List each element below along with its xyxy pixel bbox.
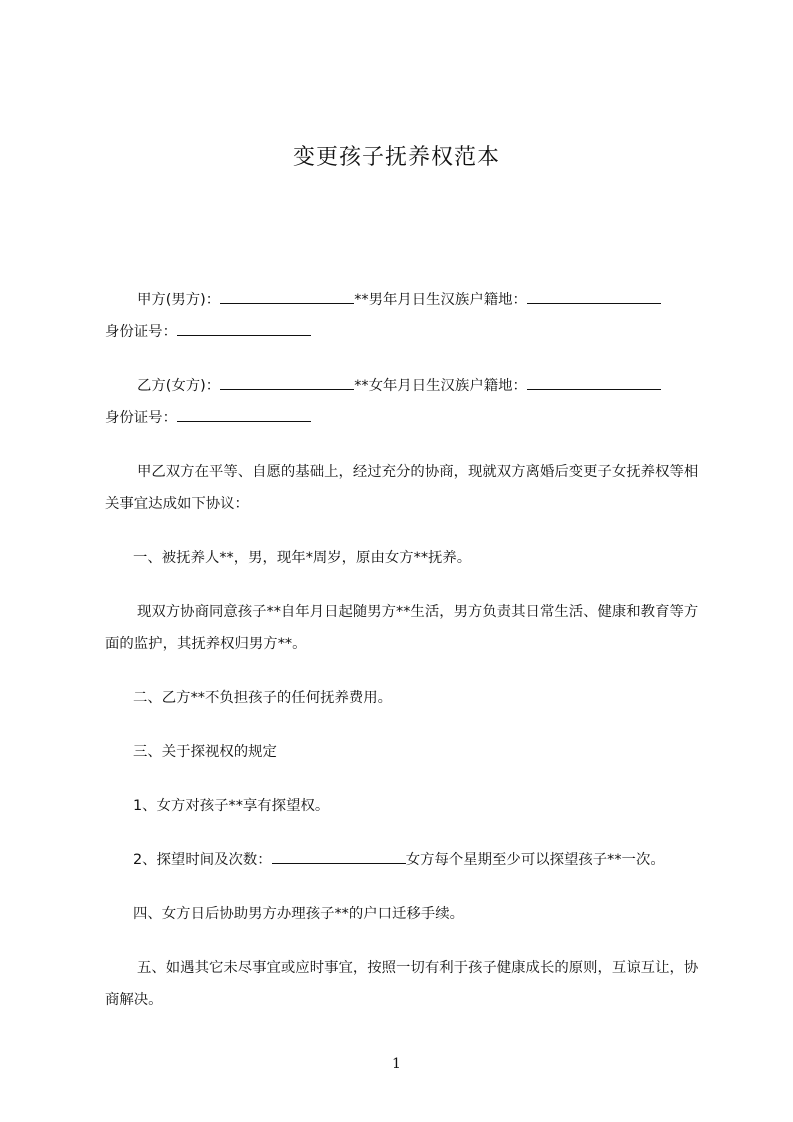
clause-3-2-suffix: 女方每个星期至少可以探望孩子**一次。 bbox=[405, 852, 665, 868]
clause-1: 一、被抚养人**，男，现年*周岁，原由女方**抚养。 bbox=[133, 550, 472, 566]
clause-3-2-prefix: 2、探望时间及次数： bbox=[133, 852, 272, 868]
party-a-id-blank bbox=[177, 321, 311, 336]
party-a-id-line bbox=[73, 316, 311, 348]
party-b-id-label: 身份证号： bbox=[105, 410, 177, 426]
party-b-domicile-blank bbox=[527, 375, 661, 390]
visit-schedule-blank bbox=[272, 849, 406, 864]
document-title: 变更孩子抚养权范本 bbox=[292, 145, 500, 170]
party-a-id-label: 身份证号： bbox=[105, 324, 177, 340]
clause-5: 五、如遇其它未尽事宜或应时事宜，按照一切有利于孩子健康成长的原则，互谅互让，协商解决。 bbox=[105, 960, 699, 1008]
clause-2: 二、乙方**不负担孩子的任何抚养费用。 bbox=[133, 690, 393, 706]
clause-1-detail: 现双方协商同意孩子**自年月日起随男方**生活，男方负责其日常生活、健康和教育等方面的监护，其抚养权归男方**。 bbox=[105, 604, 699, 652]
clause-3-2 bbox=[105, 844, 705, 876]
clause-3-1: 1、女方对孩子**享有探望权。 bbox=[133, 798, 330, 814]
party-a-name-blank bbox=[220, 289, 354, 304]
party-a-label: 甲方(男方)： bbox=[137, 292, 221, 308]
party-b-paragraph bbox=[105, 370, 705, 434]
party-a-domicile-blank bbox=[527, 289, 661, 304]
party-b-name-blank bbox=[220, 375, 354, 390]
intro-paragraph: 甲乙双方在平等、自愿的基础上，经过充分的协商，现就双方离婚后变更子女抚养权等相关事宜达成如下协议： bbox=[105, 464, 699, 512]
clause-3: 三、关于探视权的规定 bbox=[133, 744, 277, 760]
party-a-paragraph bbox=[105, 284, 705, 348]
document-body bbox=[105, 284, 705, 1038]
page-number: 1 bbox=[392, 1056, 401, 1072]
clause-4: 四、女方日后协助男方办理孩子**的户口迁移手续。 bbox=[133, 906, 464, 922]
party-b-label: 乙方(女方)： bbox=[137, 378, 221, 394]
party-b-details: **女年月日生汉族户籍地： bbox=[354, 378, 527, 394]
party-b-id-blank bbox=[177, 407, 311, 422]
party-a-details: **男年月日生汉族户籍地： bbox=[354, 292, 527, 308]
party-b-id-line bbox=[73, 402, 311, 434]
